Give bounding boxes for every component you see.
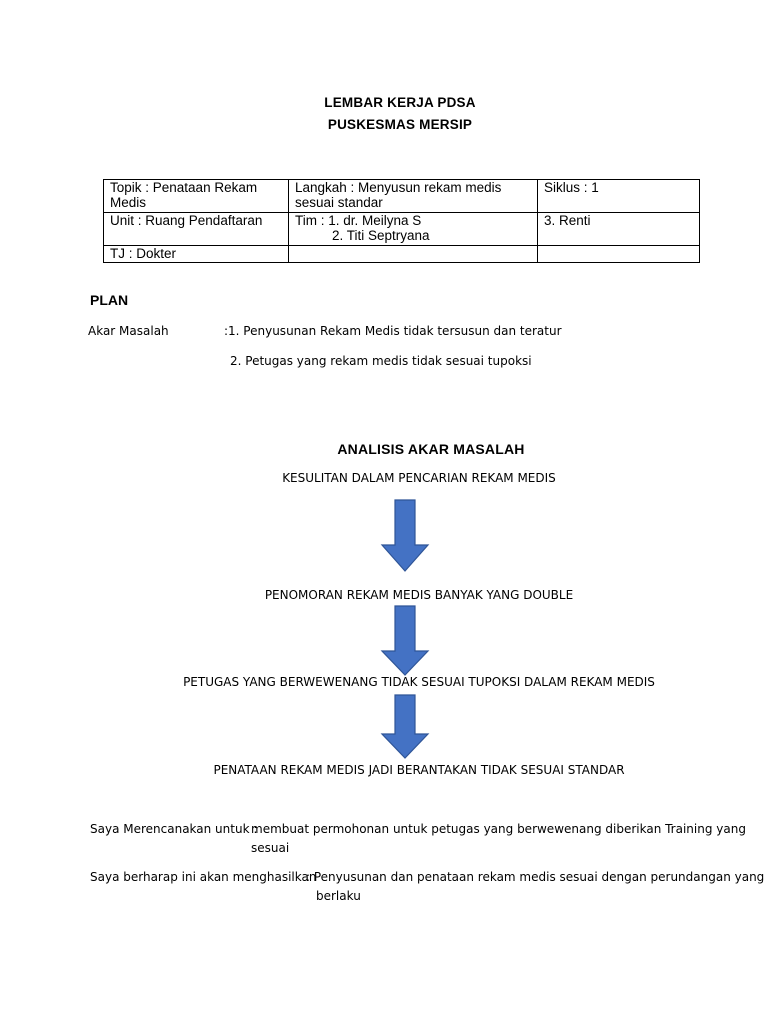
plan-heading: PLAN [90,292,129,308]
unit-text: Unit : Ruang Pendaftaran [110,213,263,228]
flow-step-3: PETUGAS YANG BERWEWENANG TIDAK SESUAI TUPOKSI DALAM REKAM MEDIS [183,675,655,689]
empty-cell [289,246,538,263]
document-title: LEMBAR KERJA PDSA [324,95,476,110]
down-arrow-icon [380,605,430,677]
harap-line-1: : Penyusunan dan penataan rekam medis sesuai dengan perundangan yang [306,870,765,884]
rencana-label: Saya Merencanakan untuk : [90,822,258,836]
akar-masalah-item-2: 2. Petugas yang rekam medis tidak sesuai tupoksi [230,354,532,368]
tim-line1: Tim : 1. dr. Meilyna S [295,213,422,228]
harap-label: Saya berharap ini akan menghasilkan [90,870,317,884]
flow-step-4: PENATAAN REKAM MEDIS JADI BERANTAKAN TIDAK SESUAI STANDAR [213,763,625,777]
tj-text: TJ : Dokter [110,246,177,261]
langkah-line2: sesuai standar [295,195,383,210]
tj-cell [104,246,289,263]
empty-cell [538,246,700,263]
document-subtitle: PUSKESMAS MERSIP [327,117,473,132]
flow-step-1: KESULITAN DALAM PENCARIAN REKAM MEDIS [282,471,556,485]
flow-step-2: PENOMORAN REKAM MEDIS BANYAK YANG DOUBLE [264,588,574,602]
table-row [104,180,700,213]
table-row [104,246,700,263]
rencana-line-2: sesuai [251,841,290,855]
harap-line-2: berlaku [316,889,361,903]
unit-cell [104,213,289,246]
langkah-cell [289,180,538,213]
akar-masalah-item-1: :1. Penyusunan Rekam Medis tidak tersusun dan teratur [224,324,562,338]
tim3-cell [538,213,700,246]
down-arrow-icon [380,499,430,573]
tim-line2: 2. Titi Septryana [332,228,430,243]
langkah-line1: Langkah : Menyusun rekam medis [295,180,502,195]
akar-masalah-label: Akar Masalah [88,324,169,338]
siklus-text: Siklus : 1 [544,180,599,195]
tim-cell [289,213,538,246]
analysis-heading: ANALISIS AKAR MASALAH [337,441,525,457]
rencana-line-1: membuat permohonan untuk petugas yang berwewenang diberikan Training yang [251,822,746,836]
topik-line1: Topik : Penataan Rekam [110,180,258,195]
topik-cell [104,180,289,213]
down-arrow-icon [380,694,430,760]
siklus-cell [538,180,700,213]
info-table [103,179,700,263]
tim3-text: 3. Renti [544,213,591,228]
topik-line2: Medis [110,195,147,210]
table-row [104,213,700,246]
